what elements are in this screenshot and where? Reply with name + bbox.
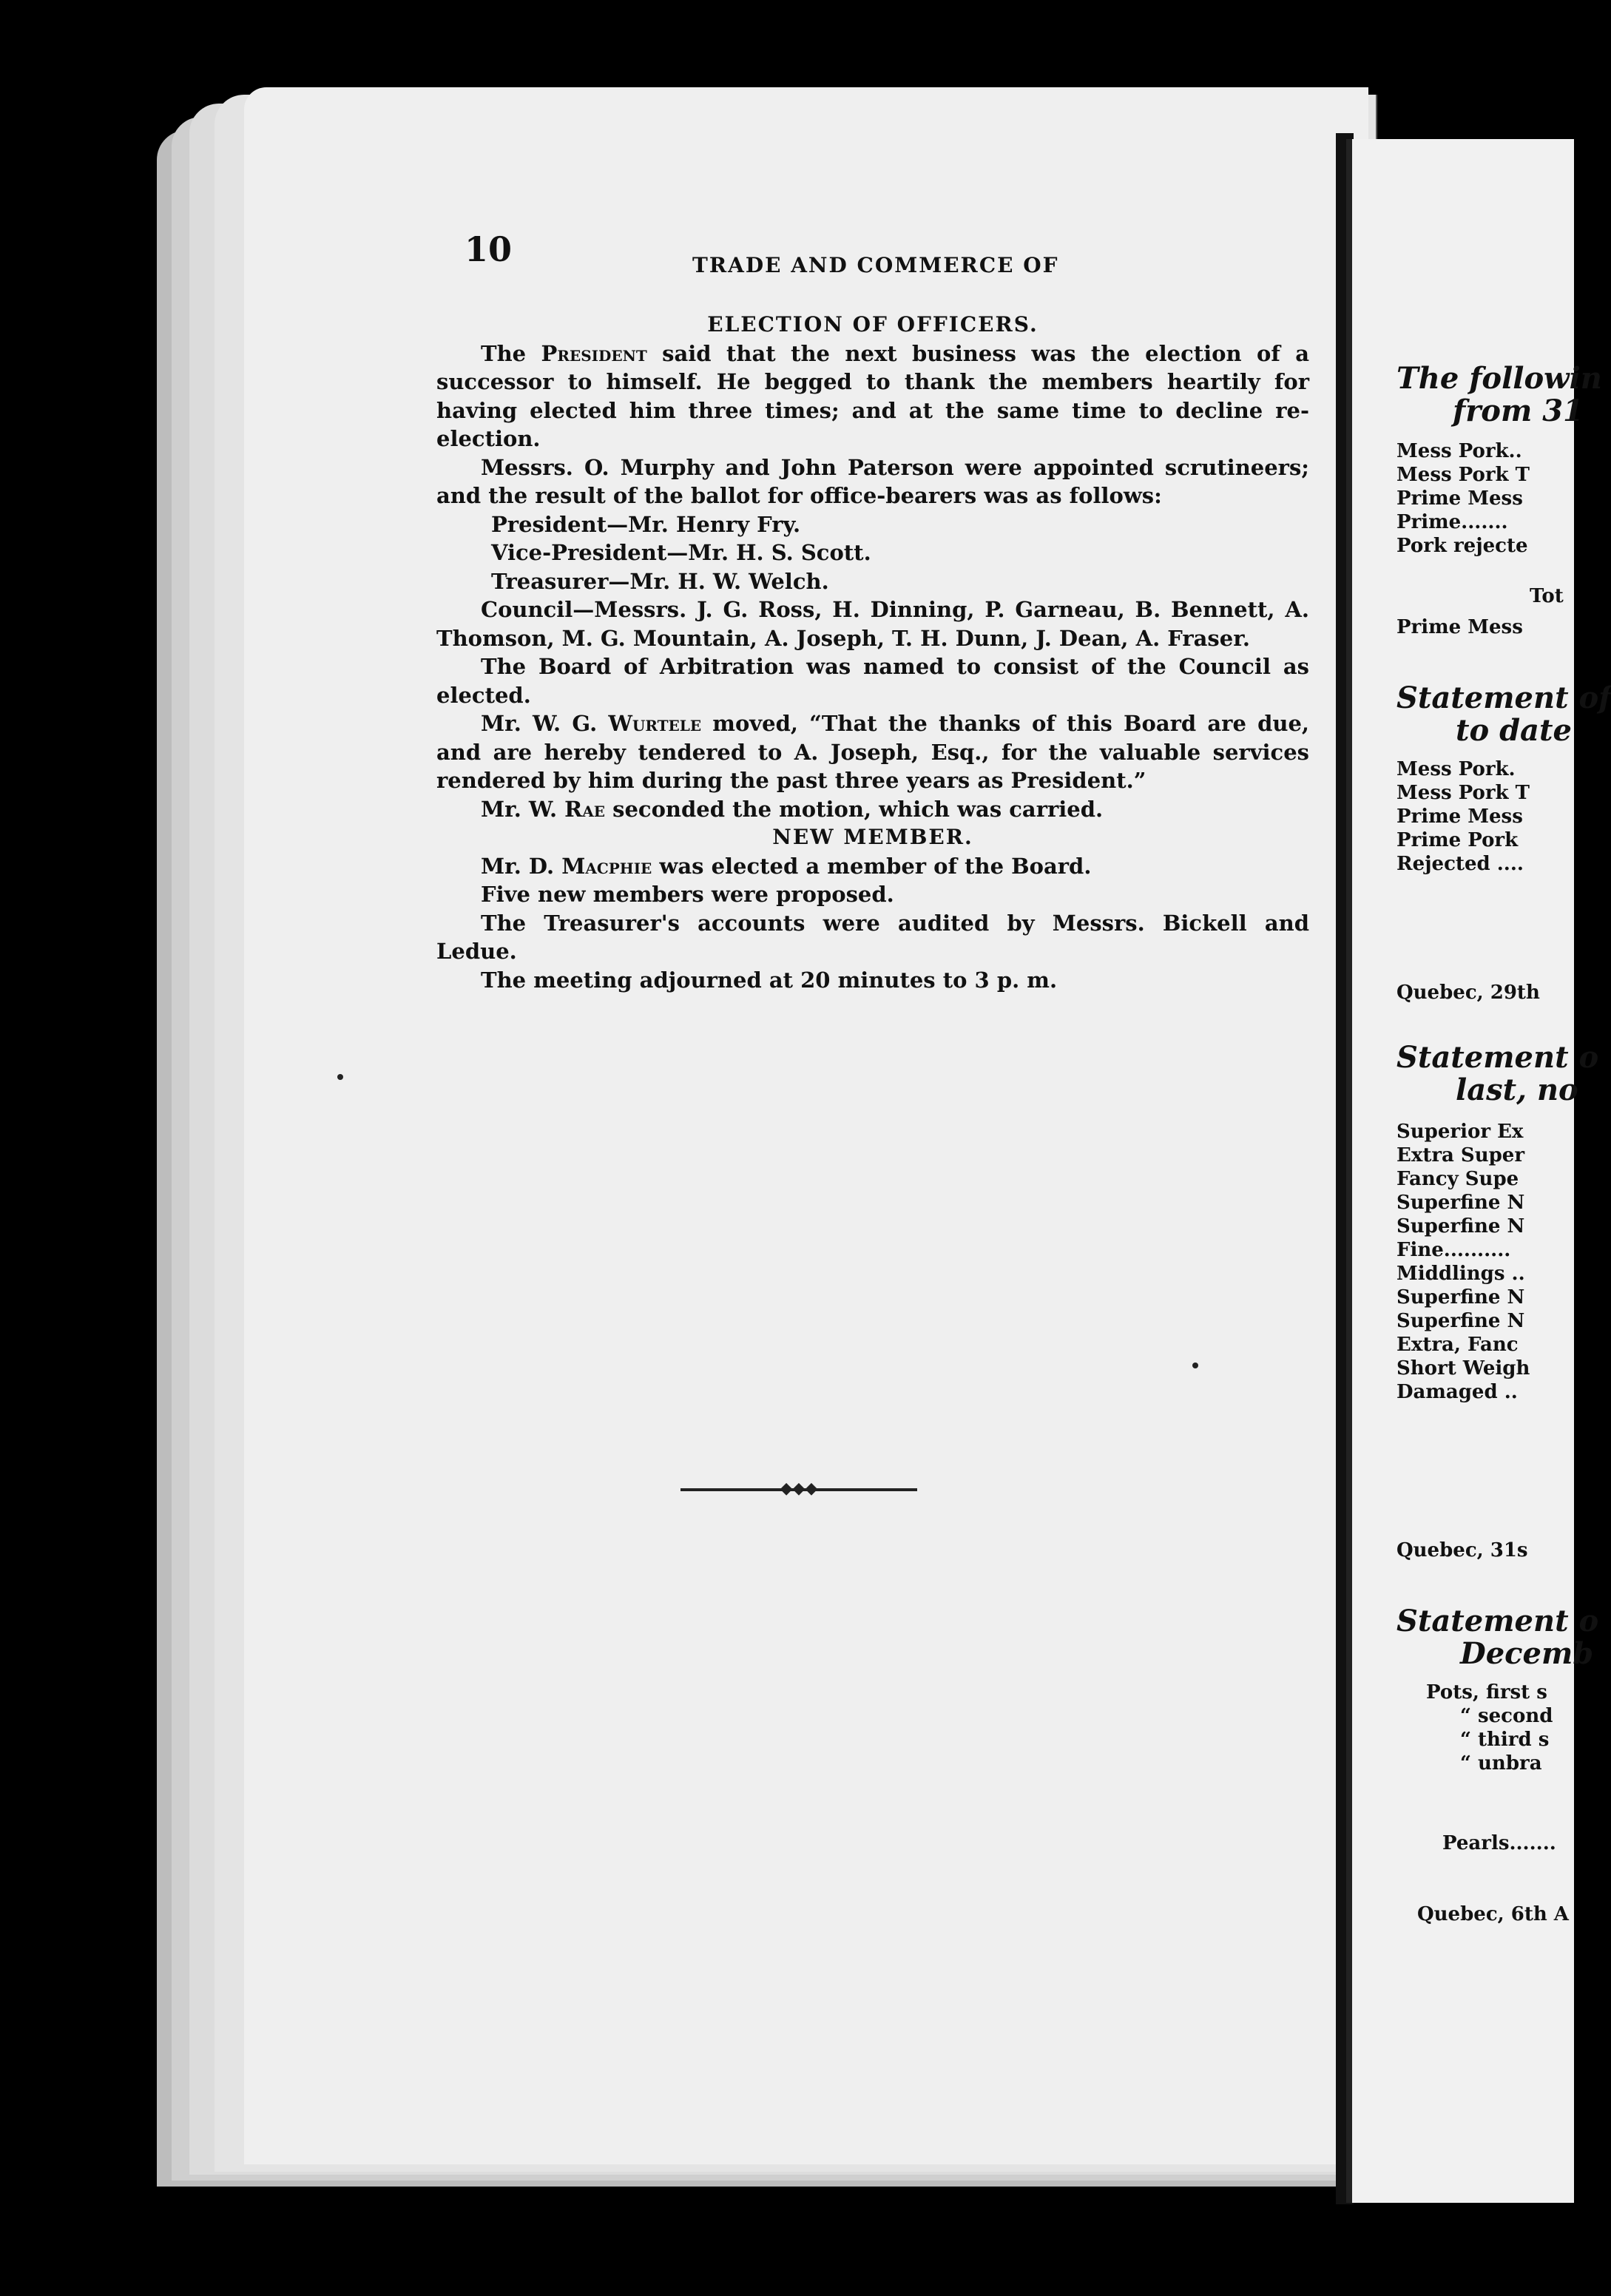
right-line: Fine.......... (1396, 1239, 1511, 1261)
right-line: Rejected .... (1396, 853, 1524, 875)
right-line: Prime Mess (1396, 806, 1523, 828)
right-line: “ unbra (1460, 1752, 1542, 1775)
right-heading: from 31 (1453, 394, 1584, 428)
right-line: Middlings .. (1396, 1263, 1525, 1285)
officer-line: President—Mr. Henry Fry. (491, 511, 801, 537)
divider-ornament: ◆◆◆ (780, 1479, 818, 1498)
right-line: “ third s (1460, 1729, 1550, 1751)
paragraph-scrutineers: Messrs. O. Murphy and John Paterson were appointed scrutineers; and the result of the ballot for office-bearers was as follows: (436, 454, 1309, 508)
right-heading: Statement of (1396, 681, 1611, 715)
right-line: Prime Mess (1396, 487, 1523, 510)
ink-speck (1192, 1363, 1198, 1368)
paragraph-president: The President said that the next business was the election of a successor to himself. He begged to thank the members heartily for having elected him three times; and at the same time to decline re-election. (436, 340, 1309, 451)
proposed-line: Five new members were proposed. (481, 882, 894, 907)
council-line: Council—Messrs. J. G. Ross, H. Dinning, P. Garneau, B. Bennett, A. Thomson, M. G. Mountain, A. Joseph, T. H. Dunn, J. Dean, A. Fraser. (436, 597, 1309, 651)
right-line: Mess Pork. (1396, 758, 1516, 780)
right-line: Pork rejecte (1396, 535, 1528, 557)
election-heading: ELECTION OF OFFICERS. (707, 312, 1038, 337)
arbitration-line: The Board of Arbitration was named to consist of the Council as elected. (436, 654, 1309, 708)
right-date: Quebec, 29th (1396, 982, 1540, 1004)
right-line: Superfine N (1396, 1286, 1525, 1309)
right-line: Extra, Fanc (1396, 1334, 1519, 1356)
page-body (436, 311, 1309, 994)
new-member-line: Mr. D. Macphie was elected a member of the Board. (481, 853, 1092, 879)
right-line: Damaged .. (1396, 1381, 1518, 1403)
seconded-line: Mr. W. Rae seconded the motion, which was carried. (481, 796, 1104, 822)
adjourned-line: The meeting adjourned at 20 minutes to 3 p. m. (481, 967, 1058, 993)
right-line: Superfine N (1396, 1192, 1525, 1214)
right-line: Prime Pork (1396, 829, 1519, 851)
motion-paragraph: Mr. W. G. Wurtele moved, “That the thanks of this Board are due, and are hereby tendered to A. Joseph, Esq., for the valuable services rendered by him during the past three years as President.” (436, 711, 1309, 793)
officer-line: Treasurer—Mr. H. W. Welch. (491, 568, 829, 594)
page-number: 10 (465, 229, 513, 269)
right-heading: Statement o (1396, 1040, 1599, 1075)
right-line: Superior Ex (1396, 1121, 1524, 1143)
new-member-heading: NEW MEMBER. (772, 825, 973, 849)
audit-line: The Treasurer's accounts were audited by Messrs. Bickell and Ledue. (436, 910, 1309, 964)
right-line: Prime....... (1396, 511, 1508, 533)
running-head: TRADE AND COMMERCE OF (692, 253, 1059, 277)
right-line: Prime Mess (1396, 616, 1523, 638)
right-line: Superfine N (1396, 1215, 1525, 1238)
right-line: Mess Pork T (1396, 782, 1530, 804)
right-line: Tot (1530, 585, 1564, 607)
right-date: Quebec, 31s (1396, 1539, 1528, 1561)
right-heading: last, no (1456, 1073, 1578, 1107)
ink-speck (337, 1074, 343, 1080)
right-line: Extra Super (1396, 1144, 1525, 1166)
right-date: Quebec, 6th A (1417, 1903, 1569, 1925)
right-heading: The followin (1396, 361, 1602, 396)
right-line: Mess Pork T (1396, 464, 1530, 486)
right-heading: Statement o (1396, 1604, 1599, 1638)
right-line: Fancy Supe (1396, 1168, 1519, 1190)
officer-line: Vice-President—Mr. H. S. Scott. (491, 540, 871, 565)
right-line: Superfine N (1396, 1310, 1525, 1332)
right-line: Pots, first s (1426, 1681, 1547, 1704)
right-heading: Decemb (1460, 1636, 1594, 1671)
right-line: Pearls....... (1442, 1832, 1556, 1854)
right-line: Short Weigh (1396, 1357, 1530, 1380)
right-line: Mess Pork.. (1396, 440, 1522, 462)
right-line: “ second (1460, 1705, 1553, 1727)
right-heading: to date (1456, 713, 1572, 748)
